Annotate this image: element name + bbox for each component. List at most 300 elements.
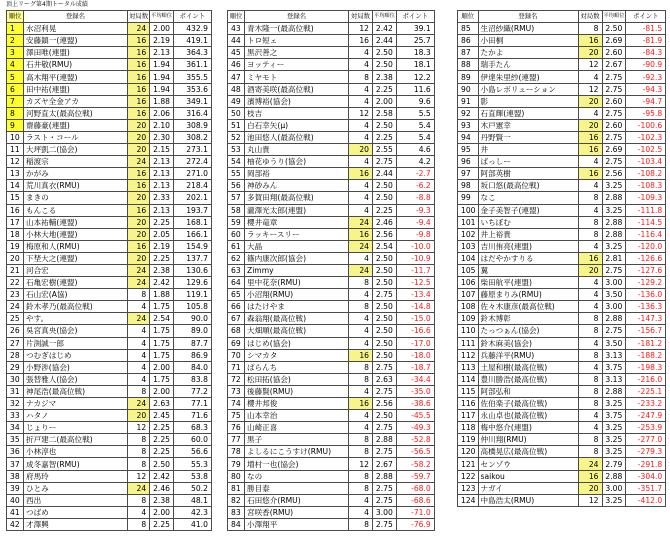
table-row [228,373,435,385]
player-name-cell: 田中祐(連盟) [24,83,128,95]
games-cell: 4 [578,180,602,192]
points-cell: -6.2 [396,180,434,192]
games-cell: 24 [578,458,602,470]
rank-cell: 20 [7,252,24,264]
games-cell: 16 [578,252,602,264]
table-row [228,131,435,143]
games-cell: 12 [349,23,373,35]
rank-cell: 101 [458,216,479,228]
average-rank-cell: 2.25 [373,131,397,143]
average-rank-cell: 2.42 [373,23,397,35]
rank-cell: 12 [7,156,24,168]
average-rank-cell: 2.75 [373,289,397,301]
points-cell: -198.3 [626,361,666,373]
games-cell: 20 [128,410,150,422]
rank-cell: 109 [458,313,479,325]
rank-cell: 92 [458,107,479,119]
games-cell: 12 [349,458,373,470]
average-rank-cell: 3.00 [373,506,397,518]
points-cell: -412.0 [626,494,666,506]
player-name-cell: ひとみ [24,482,128,494]
games-cell: 16 [578,144,602,156]
points-cell: -34.4 [396,373,434,385]
player-name-cell: 仲川翔(RMU) [478,434,578,446]
average-rank-cell: 2.50 [373,119,397,131]
games-cell: 8 [128,518,150,530]
games-cell: 16 [128,107,150,119]
rank-cell: 59 [228,216,245,228]
table-row [458,71,666,83]
ranking-table-2 [227,10,435,531]
games-cell: 20 [578,95,602,107]
average-rank-cell: 2.50 [373,313,397,325]
player-name-cell: 松田拓(協会) [245,373,349,385]
table-row [228,144,435,156]
table-row [228,494,435,506]
average-rank-cell: 3.25 [602,494,626,506]
points-cell: 432.9 [173,23,211,35]
points-cell: 193.7 [173,204,211,216]
games-cell: 4 [349,385,373,397]
points-cell: -129.2 [626,277,666,289]
average-rank-cell: 1.75 [150,301,174,313]
average-rank-cell: 2.75 [373,361,397,373]
points-cell: -103.4 [626,156,666,168]
average-rank-cell: 2.25 [150,434,174,446]
player-name-cell: 阿部英樹 [478,168,578,180]
points-cell: -111.8 [626,204,666,216]
games-cell: 4 [349,252,373,264]
table-row [228,446,435,458]
player-name-cell: ミヤモト [245,71,349,83]
points-cell: 86.9 [173,349,211,361]
games-cell: 4 [349,47,373,59]
player-name-cell: なの [245,470,349,482]
table-row [228,410,435,422]
average-rank-cell: 2.75 [602,83,626,95]
player-name-cell: 大晶 [245,240,349,252]
table-row [458,410,666,422]
games-cell: 8 [578,23,602,35]
rank-cell: 14 [7,180,24,192]
player-name-cell: 石井敬(RMU) [24,59,128,71]
player-name-cell: 小林大地(連盟) [24,228,128,240]
table-row [228,204,435,216]
header-games: 対局数 [128,11,150,23]
rank-cell: 35 [7,434,24,446]
average-rank-cell: 2.75 [373,482,397,494]
rank-cell: 117 [458,410,479,422]
header-avg: 平均順位 [602,11,626,23]
points-cell: -94.3 [626,83,666,95]
table-row [228,518,435,530]
average-rank-cell: 2.13 [150,204,174,216]
games-cell: 16 [349,398,373,410]
points-cell: 4.2 [396,156,434,168]
table-row [228,23,435,35]
rank-cell: 54 [228,156,245,168]
games-cell: 16 [578,131,602,143]
average-rank-cell: 2.00 [150,23,174,35]
points-cell: 271.0 [173,168,211,180]
rank-cell: 80 [228,470,245,482]
games-cell: 4 [349,131,373,143]
games-cell: 20 [128,131,150,143]
rank-cell: 48 [228,83,245,95]
header-rank: 順位 [7,11,24,23]
table-row [228,35,435,47]
table-row [458,361,666,373]
player-name-cell: ラスト・コール [24,131,128,143]
points-cell: -12.5 [396,277,434,289]
points-cell: 105.8 [173,301,211,313]
player-name-cell: つむぎはじめ [24,349,128,361]
table-row [7,35,212,47]
table-row [458,470,666,482]
table-row [7,252,212,264]
rank-cell: 6 [7,83,24,95]
rank-cell: 73 [228,385,245,397]
games-cell: 8 [349,71,373,83]
points-cell: -351.7 [626,482,666,494]
rank-cell: 75 [228,410,245,422]
average-rank-cell: 1.88 [150,95,174,107]
points-cell: 308.9 [173,119,211,131]
rank-cell: 67 [228,313,245,325]
table-row [7,107,212,119]
games-cell: 16 [128,204,150,216]
player-name-cell: 丹野賢一 [478,131,578,143]
average-rank-cell: 2.56 [602,168,626,180]
average-rank-cell: 2.25 [150,446,174,458]
table-row [458,434,666,446]
average-rank-cell: 2.88 [373,434,397,446]
games-cell: 4 [578,277,602,289]
player-name-cell: 木戸憲幸 [478,119,578,131]
table-row [7,83,212,95]
games-cell: 8 [578,313,602,325]
games-cell: 4 [578,289,602,301]
games-cell: 4 [578,240,602,252]
points-cell: 361.1 [173,59,211,71]
rank-cell: 1 [7,23,24,35]
table-row [458,119,666,131]
points-cell: -15.0 [396,313,434,325]
average-rank-cell: 2.88 [602,192,626,204]
rank-cell: 115 [458,385,479,397]
player-name-cell: 小野渉(協会) [24,361,128,373]
player-name-cell: 井 [478,144,578,156]
rank-cell: 15 [7,192,24,204]
points-cell: -108.2 [626,168,666,180]
table-row [7,95,212,107]
table-row [7,446,212,458]
average-rank-cell: 2.50 [150,458,174,470]
points-cell: -16.6 [396,325,434,337]
points-cell: 71.6 [173,410,211,422]
games-cell: 4 [128,325,150,337]
table-row [458,168,666,180]
points-cell: -147.3 [626,313,666,325]
rank-cell: 114 [458,373,479,385]
table-row [228,337,435,349]
rank-cell: 89 [458,71,479,83]
player-name-cell: 神砂みん [245,180,349,192]
table-row [228,47,435,59]
games-cell: 24 [349,264,373,276]
rank-cell: 37 [7,458,24,470]
player-name-cell: 小田桐 [478,35,578,47]
games-cell: 4 [128,337,150,349]
rank-cell: 30 [7,373,24,385]
average-rank-cell: 2.88 [602,313,626,325]
table-body [228,23,435,531]
table-body [458,23,666,507]
average-rank-cell: 2.50 [373,264,397,276]
games-cell: 16 [128,240,150,252]
points-cell: -188.2 [626,349,666,361]
points-cell: -120.0 [626,240,666,252]
points-cell: 90.0 [173,313,211,325]
player-name-cell: 府馬玲 [24,470,128,482]
player-name-cell: 影 [478,95,578,107]
table-row [458,446,666,458]
games-cell: 24 [128,23,150,35]
player-name-cell: いちぼむ [478,216,578,228]
player-name-cell: 柴田航平(連盟) [478,277,578,289]
points-cell: 166.1 [173,228,211,240]
table-row [228,349,435,361]
average-rank-cell: 1.94 [150,59,174,71]
table-row [458,107,666,119]
games-cell: 4 [128,361,150,373]
games-cell: 4 [578,71,602,83]
player-name-cell: ラッキースリー [245,228,349,240]
table-row [7,373,212,385]
rank-cell: 97 [458,168,479,180]
average-rank-cell: 2.54 [150,313,174,325]
points-cell: 316.4 [173,107,211,119]
rank-cell: 64 [228,277,245,289]
rank-cell: 120 [458,446,479,458]
rank-cell: 55 [228,168,245,180]
table-row [7,458,212,470]
average-rank-cell: 2.38 [373,71,397,83]
player-name-cell: 折戸建二(最高位戦) [24,434,128,446]
rank-cell: 8 [7,107,24,119]
player-name-cell: はだやかすりる [478,252,578,264]
player-name-cell: 多賀田翔(最高位戦) [245,192,349,204]
rank-cell: 40 [7,494,24,506]
games-cell: 16 [128,168,150,180]
games-cell: 16 [349,35,373,47]
average-rank-cell: 2.50 [373,277,397,289]
points-cell: -277.0 [626,434,666,446]
points-cell: 39.1 [396,23,434,35]
games-cell: 24 [128,156,150,168]
average-rank-cell: 1.75 [150,373,174,385]
table-row [228,71,435,83]
average-rank-cell: 3.75 [602,410,626,422]
points-cell: -8.8 [396,192,434,204]
player-name-cell: 河野直太(最高位戦) [24,107,128,119]
player-name-cell: 中島浩太(RMU) [478,494,578,506]
points-cell: -14.8 [396,301,434,313]
player-name-cell: ヨッティー [245,59,349,71]
games-cell: 4 [349,494,373,506]
average-rank-cell: 2.58 [373,107,397,119]
games-cell: 4 [349,506,373,518]
average-rank-cell: 1.94 [150,83,174,95]
average-rank-cell: 3.25 [602,398,626,410]
table-row [458,131,666,143]
average-rank-cell: 2.50 [373,410,397,422]
rank-cell: 74 [228,398,245,410]
points-cell: -233.2 [626,398,666,410]
table-row [228,107,435,119]
table-row [458,144,666,156]
points-cell: 272.4 [173,156,211,168]
player-name-cell: 小澤翔平 [245,518,349,530]
player-name-cell: 石山宏(A協) [24,289,128,301]
rank-cell: 72 [228,373,245,385]
games-cell: 12 [578,494,602,506]
player-name-cell: 石直輝(連盟) [478,107,578,119]
player-name-cell: 荒川真衣(RMU) [24,180,128,192]
points-cell: -52.8 [396,434,434,446]
player-name-cell: 濱博裕(協会) [245,95,349,107]
average-rank-cell: 3.13 [602,349,626,361]
rank-cell: 90 [458,83,479,95]
rank-cell: 38 [7,470,24,482]
points-cell: -181.2 [626,337,666,349]
player-name-cell: 成冬嘉智(RMU) [24,458,128,470]
table-row [7,277,212,289]
rank-cell: 56 [228,180,245,192]
table-row [458,422,666,434]
player-name-cell: もんこる [24,204,128,216]
player-name-cell: 瑞手たん [478,59,578,71]
table-row [458,204,666,216]
player-name-cell: 里中花奈(RMU) [245,277,349,289]
average-rank-cell: 2.75 [373,494,397,506]
games-cell: 12 [128,422,150,434]
games-cell: 4 [578,337,602,349]
table-row [7,59,212,71]
rank-cell: 110 [458,325,479,337]
table-row [7,325,212,337]
player-name-cell: やす。 [24,313,128,325]
average-rank-cell: 2.25 [150,252,174,264]
average-rank-cell: 2.75 [602,156,626,168]
games-cell: 4 [349,422,373,434]
rank-cell: 111 [458,337,479,349]
player-name-cell: 山本祐輔(連盟) [24,216,128,228]
points-cell: -126.6 [626,252,666,264]
rank-cell: 26 [7,325,24,337]
player-name-cell: 酒寄美咲(最高位戦) [245,83,349,95]
table-row [228,289,435,301]
rank-cell: 13 [7,168,24,180]
rank-cell: 108 [458,301,479,313]
table-row [458,180,666,192]
rank-cell: 49 [228,95,245,107]
table-row [7,47,212,59]
points-cell: -9.3 [396,204,434,216]
rank-cell: 77 [228,434,245,446]
rank-cell: 83 [228,506,245,518]
table-row [228,180,435,192]
rank-cell: 103 [458,240,479,252]
table-row [458,385,666,397]
games-cell: 8 [578,373,602,385]
games-cell: 8 [128,458,150,470]
points-cell: 202.1 [173,192,211,204]
games-cell: 8 [578,385,602,397]
average-rank-cell: 2.75 [373,518,397,530]
points-cell: 12.2 [396,71,434,83]
points-cell: 364.3 [173,47,211,59]
games-cell: 16 [578,35,602,47]
rank-cell: 66 [228,301,245,313]
average-rank-cell: 2.75 [373,385,397,397]
points-cell: 119.1 [173,289,211,301]
games-cell: 20 [128,252,150,264]
rank-cell: 122 [458,470,479,482]
rank-cell: 2 [7,35,24,47]
player-name-cell: カズヤ全金アカ [24,95,128,107]
rank-cell: 76 [228,422,245,434]
table-row [228,422,435,434]
player-name-cell: 梅中悠介(連盟) [478,422,578,434]
points-cell: 87.7 [173,337,211,349]
player-name-cell: 伊達朱里紗(連盟) [478,71,578,83]
points-cell: -17.0 [396,337,434,349]
points-cell: -9.8 [396,228,434,240]
average-rank-cell: 2.45 [150,410,174,422]
average-rank-cell: 2.50 [373,325,397,337]
games-cell: 24 [349,240,373,252]
table-row [458,228,666,240]
average-rank-cell: 2.67 [373,458,397,470]
player-name-cell: ぱらんち [245,361,349,373]
games-cell: 12 [349,107,373,119]
table-row [458,289,666,301]
points-cell: -92.3 [626,71,666,83]
points-cell: 129.6 [173,277,211,289]
player-name-cell: 宮咲香(RMU) [245,506,349,518]
rank-cell: 16 [7,204,24,216]
average-rank-cell: 2.46 [373,216,397,228]
average-rank-cell: 2.00 [150,506,174,518]
average-rank-cell: 2.69 [602,35,626,47]
player-name-cell: 鈴木博彰 [478,313,578,325]
rank-cell: 100 [458,204,479,216]
player-name-cell: 櫻井邦俊 [245,398,349,410]
rank-cell: 23 [7,289,24,301]
games-cell: 4 [578,156,602,168]
table-row [458,349,666,361]
table-row [458,240,666,252]
rank-cell: 112 [458,349,479,361]
rank-cell: 46 [228,59,245,71]
points-cell: 18.1 [396,59,434,71]
rank-cell: 53 [228,144,245,156]
player-name-cell: 丸山貴 [245,144,349,156]
games-cell: 20 [128,192,150,204]
ranking-table-1 [6,10,212,531]
table-row [458,337,666,349]
